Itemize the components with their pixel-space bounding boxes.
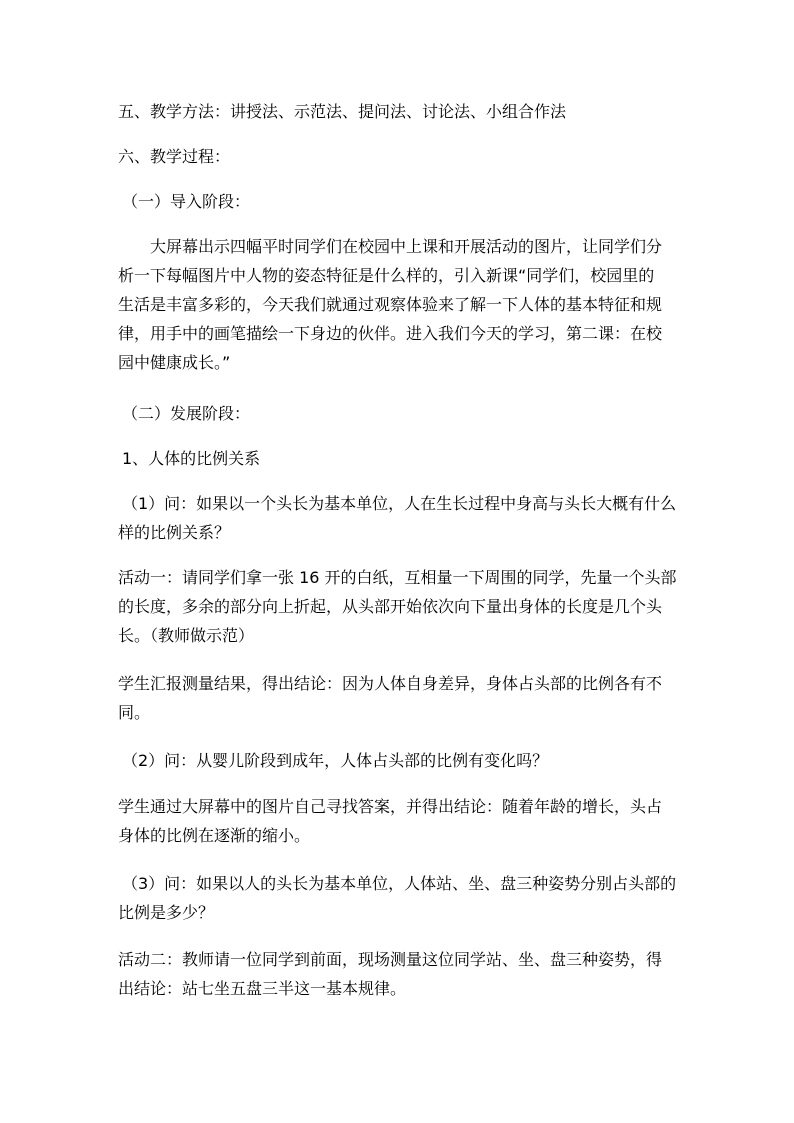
activity-1-line: 的长度，多余的部分向上折起，从头部开始依次向下量出身体的长度是几个头 (118, 597, 663, 616)
activity-1-line: 长。（教师做示范） (118, 626, 255, 645)
activity-1-line: 活动一：请同学们拿一张 16 开的白纸，互相量一下周围的同学，先量一个头部 (118, 568, 677, 587)
question-1-line: （1）问：如果以一个头长为基本单位，人在生长过程中身高与头长大概有什么 (122, 494, 677, 513)
subsection-introduction: （一）导入阶段： (122, 192, 251, 211)
result-2-line: 学生通过大屏幕中的图片自己寻找答案，并得出结论：随着年龄的增长，头占 (118, 797, 663, 816)
paragraph-line: 律，用手中的画笔描绘一下身边的伙伴。进入我们今天的学习，第二课：在校 (118, 324, 663, 343)
question-2-line: （2）问：从婴儿阶段到成年，人体占头部的比例有变化吗？ (122, 751, 549, 770)
activity-2-line: 出结论：站七坐五盘三半这一基本规律。 (118, 979, 407, 998)
section-teaching-process: 六、教学过程： (118, 147, 231, 166)
question-1-line: 样的比例关系？ (118, 523, 231, 542)
result-2-line: 身体的比例在逐渐的缩小。 (118, 826, 311, 845)
subsection-development: （二）发展阶段： (122, 404, 251, 423)
activity-2-line: 活动二：教师请一位同学到前面，现场测量这位同学站、坐、盘三种姿势，得 (118, 950, 663, 969)
paragraph-line: 析一下每幅图片中人物的姿态特征是什么样的，引入新课“同学们，校园里的 (118, 266, 655, 285)
result-1-line: 同。 (118, 703, 151, 722)
paragraph-line: 园中健康成长。” (118, 353, 231, 372)
question-3-line: （3）问：如果以人的头长为基本单位，人体站、坐、盘三种姿势分别占头部的 (122, 874, 677, 893)
section-teaching-methods: 五、教学方法：讲授法、示范法、提问法、讨论法、小组合作法 (118, 102, 567, 121)
result-1-line: 学生汇报测量结果，得出结论：因为人体自身差异，身体占头部的比例各有不 (118, 674, 663, 693)
topic-heading: 1、人体的比例关系 (122, 449, 261, 468)
paragraph-line: 生活是丰富多彩的，今天我们就通过观察体验来了解一下人体的基本特征和规 (118, 295, 663, 314)
question-3-line: 比例是多少？ (118, 903, 215, 922)
paragraph-line: 大屏幕出示四幅平时同学们在校园中上课和开展活动的图片，让同学们分 (150, 237, 663, 256)
